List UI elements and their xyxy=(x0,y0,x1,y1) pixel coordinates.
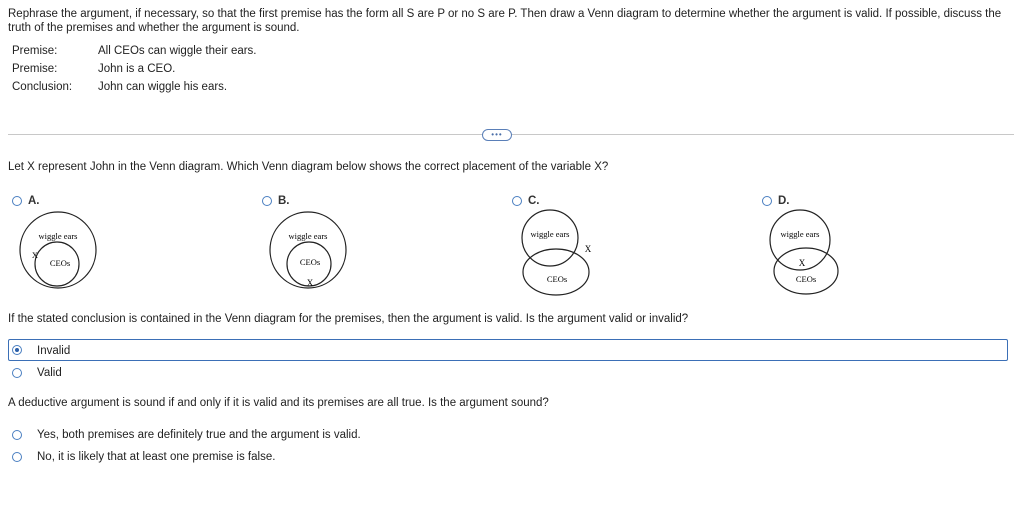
question-2-text: If the stated conclusion is contained in the Venn diagram for the premises, then the argument is valid. Is the argument valid or invalid? xyxy=(8,313,689,325)
premise-1-label: Premise: xyxy=(12,45,58,57)
option-d-letter: D. xyxy=(778,195,790,207)
venn-d-x-mark: X xyxy=(798,258,806,268)
venn-a-inner-label: CEOs xyxy=(49,258,71,268)
venn-c-inner-label: CEOs xyxy=(546,274,568,284)
valid-option-label[interactable]: Valid xyxy=(37,367,62,379)
selected-answer-highlight xyxy=(8,339,1008,361)
option-a-letter: A. xyxy=(28,195,40,207)
venn-a-x-mark: X xyxy=(31,250,39,260)
option-c-letter: C. xyxy=(528,195,540,207)
venn-a-outer-label: wiggle ears xyxy=(38,231,78,241)
instruction-text: Rephrase the argument, if necessary, so that the first premise has the form all S are P or no S are P. Then draw a Venn diagram to determine whether the argument is valid. If possible, discuss the truth of the premises and whether the argument is sound. xyxy=(8,8,1002,34)
more-dots-icon: ••• xyxy=(491,130,503,139)
invalid-option-label[interactable]: Invalid xyxy=(37,345,71,357)
venn-c-outer-label: wiggle ears xyxy=(530,229,570,239)
conclusion-text: John can wiggle his ears. xyxy=(98,81,228,93)
invalid-radio[interactable] xyxy=(12,345,22,355)
premise-1-text: All CEOs can wiggle their ears. xyxy=(98,45,257,57)
question-1-text: Let X represent John in the Venn diagram. Which Venn diagram below shows the correct placement of the variable X? xyxy=(8,161,609,173)
venn-d-outer-label: wiggle ears xyxy=(780,229,820,239)
sound-no-option-label[interactable]: No, it is likely that at least one premise is false. xyxy=(37,451,276,463)
sound-yes-option-label[interactable]: Yes, both premises are definitely true and the argument is valid. xyxy=(37,429,361,441)
sound-no-radio[interactable] xyxy=(12,452,22,462)
venn-c-x-mark: X xyxy=(584,244,592,254)
venn-b-x-mark: X xyxy=(306,278,314,288)
premise-2-text: John is a CEO. xyxy=(98,63,176,75)
venn-b-inner-label: CEOs xyxy=(299,257,321,267)
question-3-text: A deductive argument is sound if and only if it is valid and its premises are all true. Is the argument sound? xyxy=(8,397,549,409)
conclusion-label: Conclusion: xyxy=(12,81,73,93)
venn-b-outer-label: wiggle ears xyxy=(288,231,328,241)
sound-yes-radio[interactable] xyxy=(12,430,22,440)
premise-2-label: Premise: xyxy=(12,63,58,75)
option-b-letter: B. xyxy=(278,195,290,207)
valid-radio[interactable] xyxy=(12,368,22,378)
venn-d-inner-label: CEOs xyxy=(795,274,817,284)
